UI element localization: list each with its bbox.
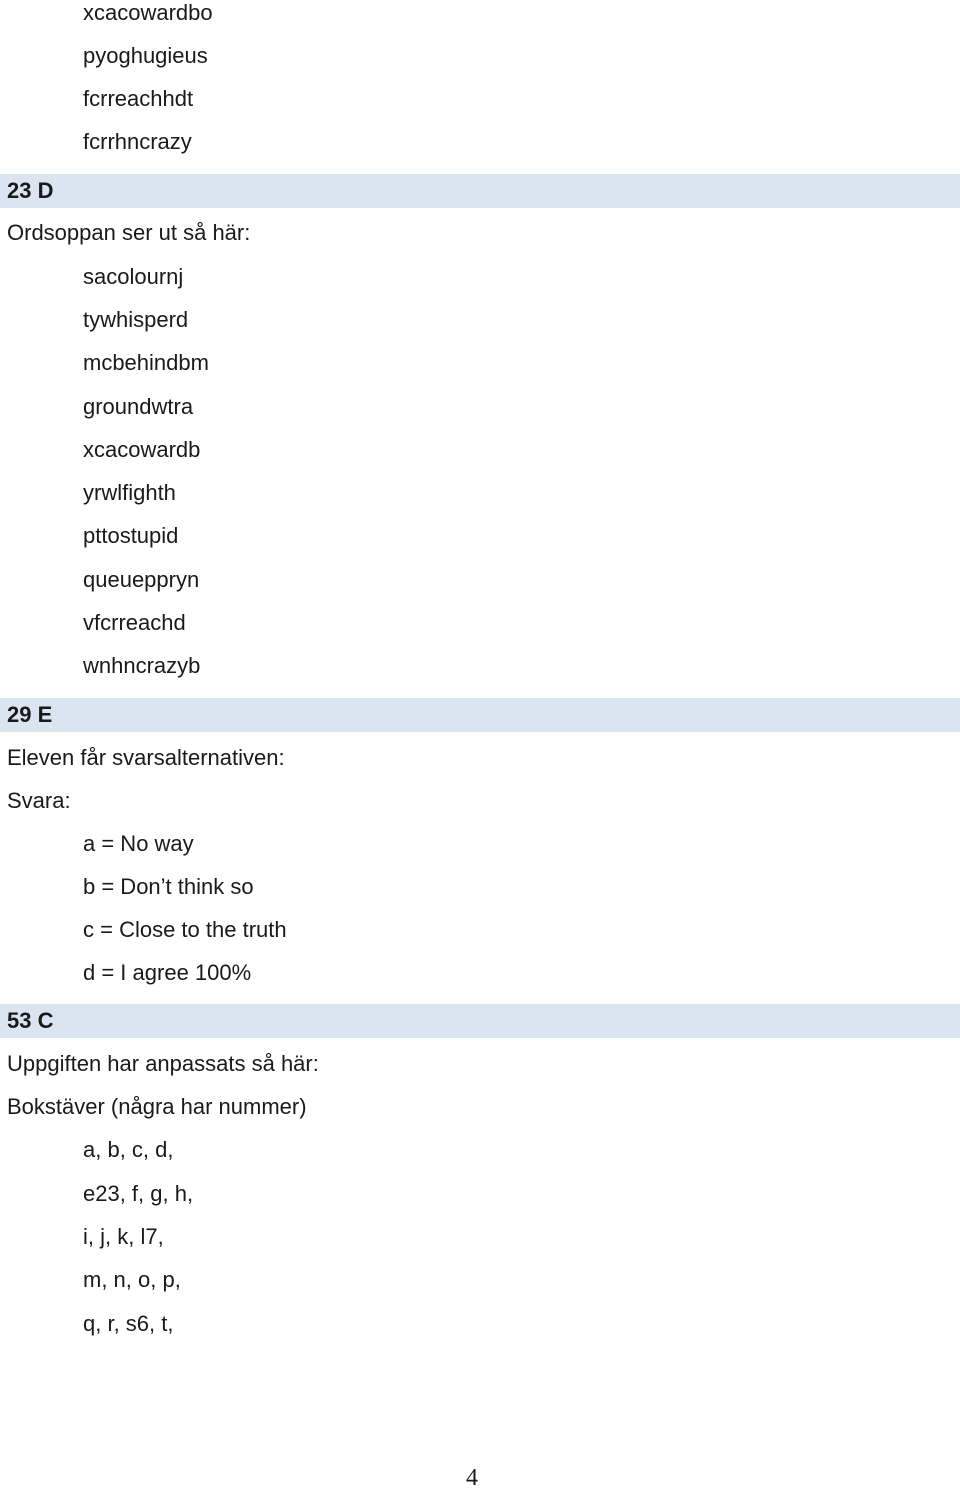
list-item: vfcrreachd (83, 610, 186, 635)
list-item: pttostupid (83, 523, 179, 548)
list-item: d = I agree 100% (83, 960, 252, 985)
list-item: e23, f, g, h, (83, 1181, 194, 1206)
section-intro: Uppgiften har anpassats så här: (7, 1051, 319, 1076)
list-item: yrwlfighth (83, 480, 176, 505)
section-heading-band (0, 174, 960, 208)
list-item: i, j, k, l7, (83, 1224, 164, 1249)
section-heading: 53 C (7, 1008, 54, 1033)
list-item: c = Close to the truth (83, 917, 287, 942)
list-item: a, b, c, d, (83, 1137, 174, 1162)
section-heading: 29 E (7, 702, 53, 727)
section-subtitle: Bokstäver (några har nummer) (7, 1094, 307, 1119)
section-intro: Ordsoppan ser ut så här: (7, 220, 251, 245)
answer-prompt: Svara: (7, 788, 71, 813)
section-heading-band (0, 698, 960, 732)
list-item: b = Don’t think so (83, 874, 254, 899)
list-item: queueppryn (83, 567, 200, 592)
list-item: sacolournj (83, 264, 184, 289)
section-intro: Eleven får svarsalternativen: (7, 745, 285, 770)
section-heading-band (0, 1004, 960, 1038)
list-item: xcacowardb (83, 437, 201, 462)
list-item: a = No way (83, 831, 194, 856)
list-item: groundwtra (83, 394, 194, 419)
list-item: m, n, o, p, (83, 1267, 181, 1292)
list-item: tywhisperd (83, 307, 189, 332)
list-item: q, r, s6, t, (83, 1311, 174, 1336)
list-item: fcrreachhdt (83, 86, 194, 111)
section-heading: 23 D (7, 178, 54, 203)
list-item: fcrrhncrazy (83, 129, 192, 154)
list-item: pyoghugieus (83, 43, 208, 68)
page-number: 4 (466, 1465, 478, 1491)
list-item: xcacowardbo (83, 0, 213, 25)
list-item: wnhncrazyb (83, 653, 201, 678)
list-item: mcbehindbm (83, 350, 209, 375)
